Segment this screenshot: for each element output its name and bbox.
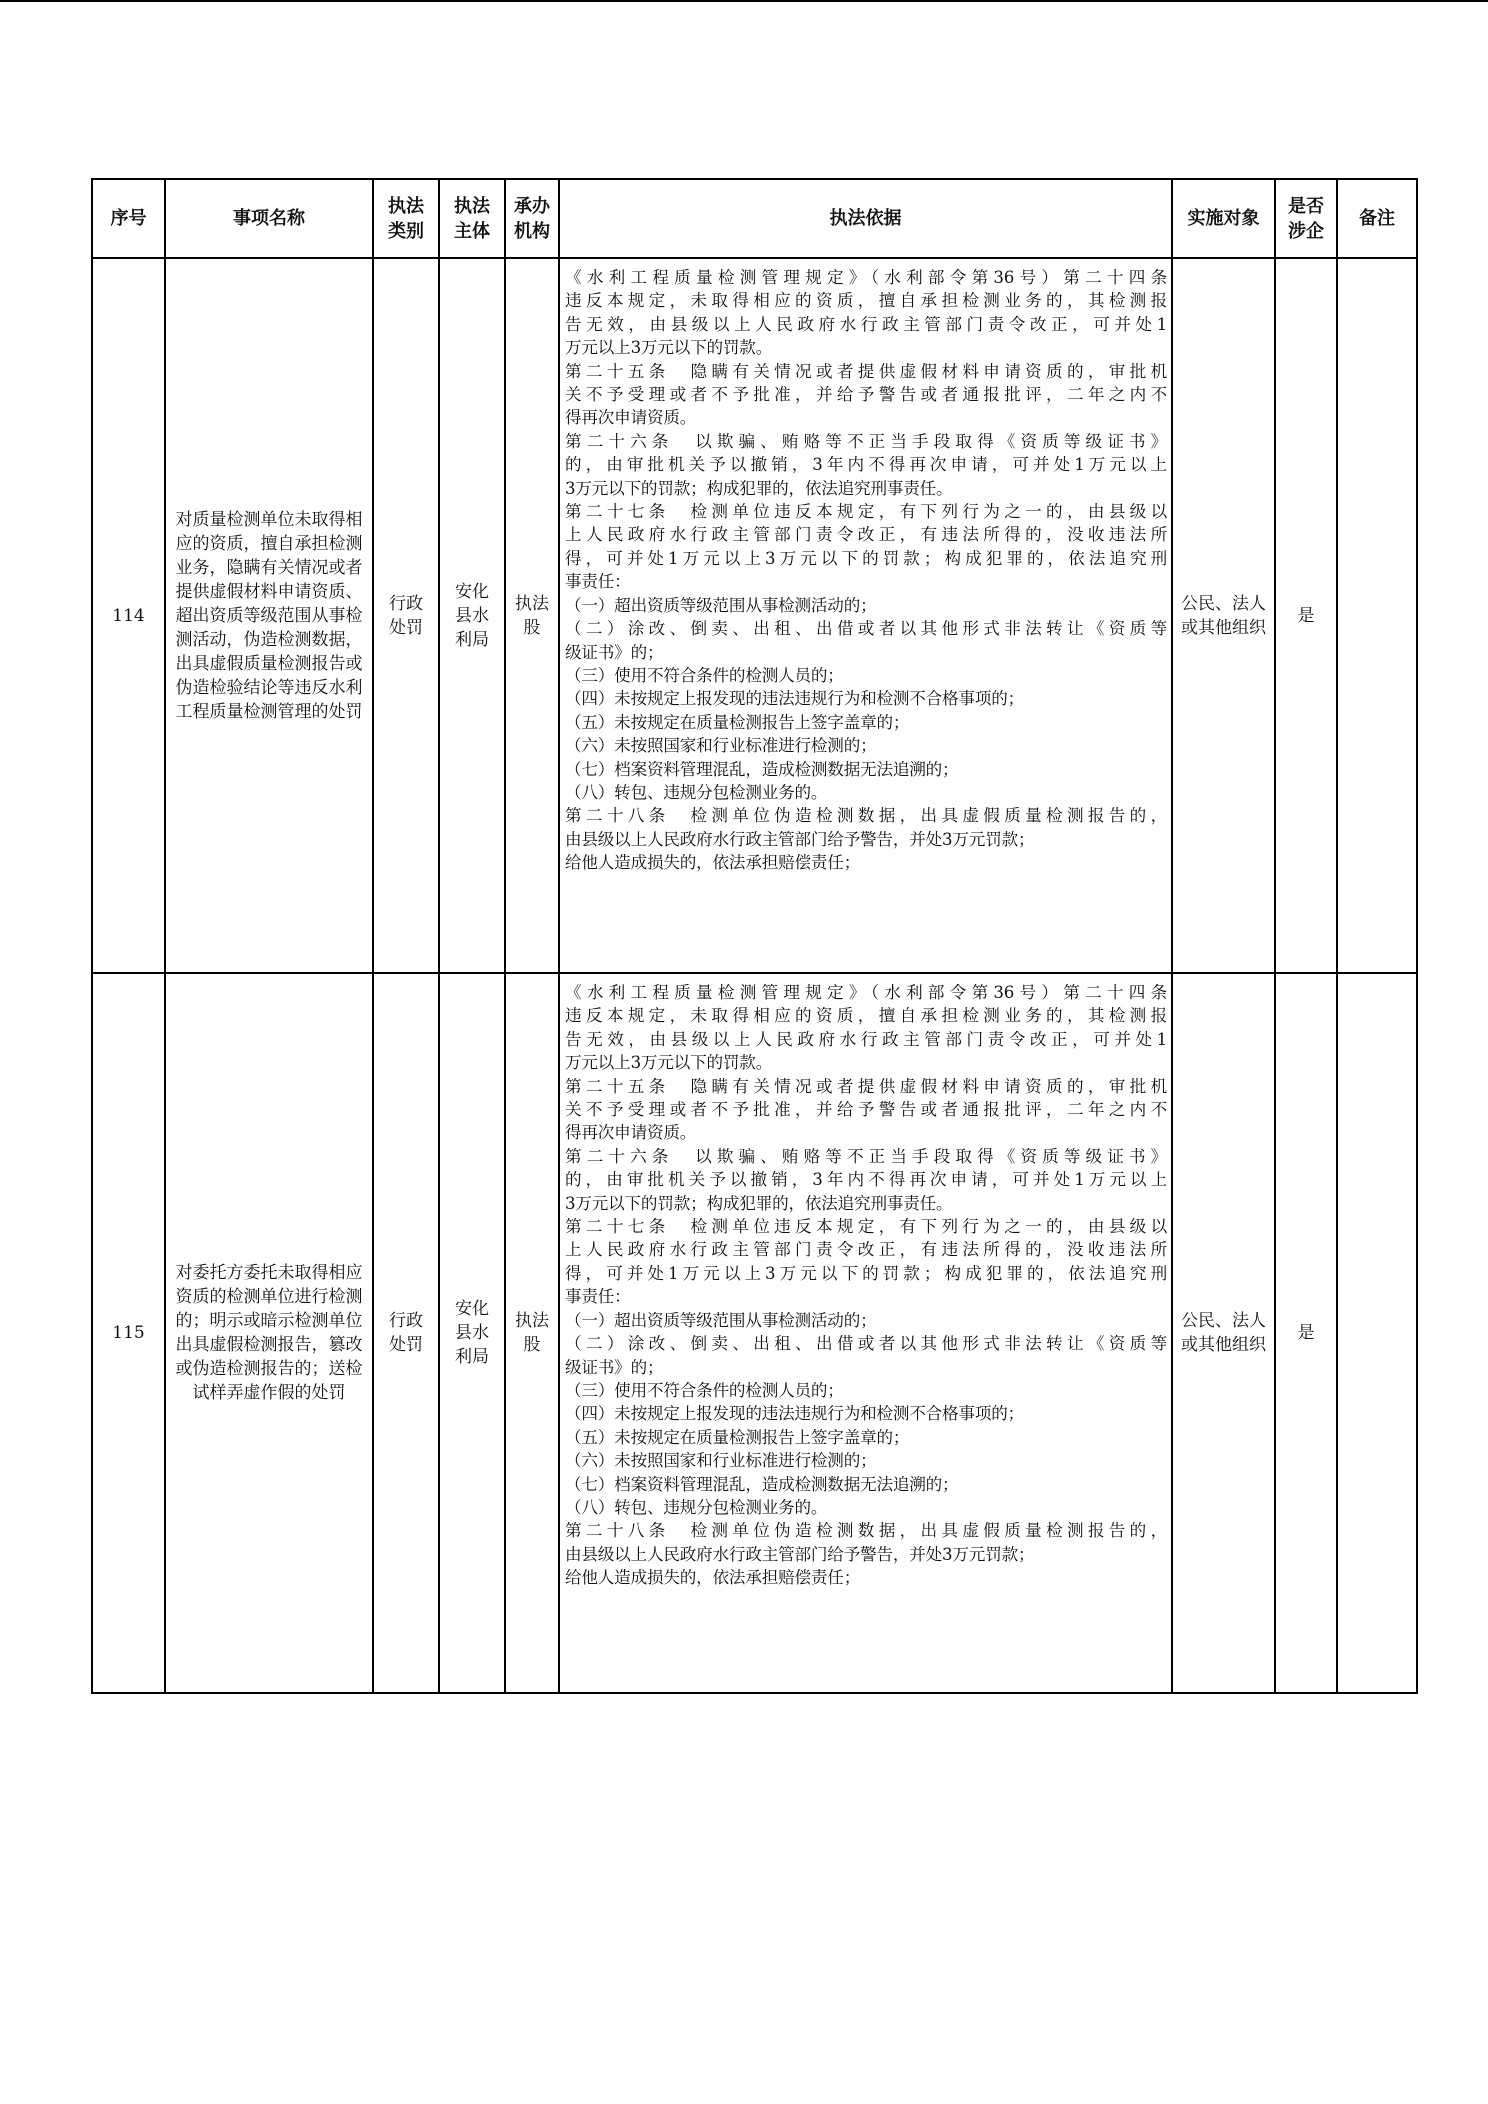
legal-basis-line: 告无效，由县级以上人民政府水行政主管部门责令改正，可并处1 <box>565 314 1167 334</box>
row-enterprise: 是 <box>1275 258 1337 973</box>
legal-basis-line: 得，可并处1万元以上3万元以下的罚款；构成犯罪的，依法追究刑 <box>565 1263 1167 1283</box>
table-header-row <box>92 179 1417 258</box>
legal-basis-line: 事责任： <box>565 572 631 592</box>
row-org: 执法股 <box>505 258 559 973</box>
legal-basis-line: 关不予受理或者不予批准，并给予警告或者通报批评，二年之内不 <box>565 385 1167 405</box>
legal-basis-line: （八）转包、违规分包检测业务的。 <box>565 782 828 802</box>
table-row <box>92 258 1417 973</box>
legal-basis-line: 由县级以上人民政府水行政主管部门给予警告，并处3万元罚款； <box>565 1544 1035 1564</box>
row-enterprise: 是 <box>1275 973 1337 1693</box>
legal-basis-line: （二）涂改、倒卖、出租、出借或者以其他形式非法转让《资质等 <box>565 619 1167 639</box>
legal-basis-line: 《水利工程质量检测管理规定》（水利部令第36号）第二十四条 <box>565 268 1167 287</box>
legal-basis-line: （五）未按规定在质量检测报告上签字盖章的； <box>565 1427 910 1447</box>
legal-basis-line: 3万元以下的罚款；构成犯罪的，依法追究刑事责任。 <box>565 478 953 498</box>
header-remark: 备注 <box>1337 179 1417 258</box>
row-legal-basis <box>559 258 1172 973</box>
legal-basis-line: 级证书》的； <box>565 1357 664 1377</box>
legal-basis-line: （一）超出资质等级范围从事检测活动的； <box>565 595 877 615</box>
legal-basis-line: 第二十六条 以欺骗、贿赂等不正当手段取得《资质等级证书》 <box>565 431 1167 451</box>
legal-basis-line: 第二十五条 隐瞒有关情况或者提供虚假材料申请资质的，审批机 <box>565 361 1167 381</box>
legal-basis-line: 事责任： <box>565 1287 631 1307</box>
header-basis: 执法依据 <box>559 179 1172 258</box>
legal-basis-line: 给他人造成损失的，依法承担赔偿责任； <box>565 853 861 873</box>
legal-basis-line: 给他人造成损失的，依法承担赔偿责任； <box>565 1568 861 1588</box>
row-legal-basis <box>559 973 1172 1693</box>
row-item-name: 对质量检测单位未取得相应的资质，擅自承担检测业务，隐瞒有关情况或者提供虚假材料申请资质、超出资质等级范围从事检测活动，伪造检测数据，出具虚假质量检测报告或伪造检验结论等违反水利工程质量检测管理的处罚 <box>165 258 373 973</box>
legal-basis-line: 第二十七条 检测单位违反本规定，有下列行为之一的，由县级以 <box>565 502 1167 522</box>
row-category: 行政处罚 <box>373 973 439 1693</box>
header-subject: 执法主体 <box>439 179 505 258</box>
enforcement-table <box>91 178 1418 1694</box>
legal-basis-line: （三）使用不符合条件的检测人员的； <box>565 1380 844 1400</box>
legal-basis-line: 由县级以上人民政府水行政主管部门给予警告，并处3万元罚款； <box>565 829 1035 849</box>
legal-basis-line: （七）档案资料管理混乱，造成检测数据无法追溯的； <box>565 759 959 779</box>
legal-basis-line: 第二十五条 隐瞒有关情况或者提供虚假材料申请资质的，审批机 <box>565 1076 1167 1096</box>
legal-basis-line: 告无效，由县级以上人民政府水行政主管部门责令改正，可并处1 <box>565 1029 1167 1049</box>
row-org: 执法股 <box>505 973 559 1693</box>
legal-basis-line: （六）未按照国家和行业标准进行检测的； <box>565 1451 877 1471</box>
legal-basis-line: 的，由审批机关予以撤销，3年内不得再次申请，可并处1万元以上 <box>565 455 1167 475</box>
legal-basis-line: （七）档案资料管理混乱，造成检测数据无法追溯的； <box>565 1474 959 1494</box>
header-seq: 序号 <box>92 179 165 258</box>
legal-basis-line: （五）未按规定在质量检测报告上签字盖章的； <box>565 712 910 732</box>
legal-basis-line: （八）转包、违规分包检测业务的。 <box>565 1497 828 1517</box>
row-seq: 114 <box>92 258 165 973</box>
row-seq: 115 <box>92 973 165 1693</box>
legal-basis-line: 违反本规定，未取得相应的资质，擅自承担检测业务的，其检测报 <box>565 1006 1167 1026</box>
row-category: 行政处罚 <box>373 258 439 973</box>
legal-basis-line: （三）使用不符合条件的检测人员的； <box>565 665 844 685</box>
legal-basis-line: 上人民政府水行政主管部门责令改正，有违法所得的，没收违法所 <box>565 525 1167 545</box>
legal-basis-line: 万元以上3万元以下的罚款。 <box>565 1053 773 1073</box>
legal-basis-line: 3万元以下的罚款；构成犯罪的，依法追究刑事责任。 <box>565 1193 953 1213</box>
legal-basis-line: 《水利工程质量检测管理规定》（水利部令第36号）第二十四条 <box>565 983 1167 1002</box>
row-subject: 安化县水利局 <box>439 258 505 973</box>
table-row <box>92 973 1417 1693</box>
legal-basis-line: （四）未按规定上报发现的违法违规行为和检测不合格事项的； <box>565 1404 1025 1424</box>
header-enterprise: 是否涉企 <box>1275 179 1337 258</box>
row-target: 公民、法人或其他组织 <box>1172 973 1275 1693</box>
legal-basis-line: （四）未按规定上报发现的违法违规行为和检测不合格事项的； <box>565 689 1025 709</box>
header-name: 事项名称 <box>165 179 373 258</box>
header-category: 执法类别 <box>373 179 439 258</box>
row-subject: 安化县水利局 <box>439 973 505 1693</box>
legal-basis-line: 违反本规定，未取得相应的资质，擅自承担检测业务的，其检测报 <box>565 291 1167 311</box>
header-target: 实施对象 <box>1172 179 1275 258</box>
legal-basis-line: （一）超出资质等级范围从事检测活动的； <box>565 1310 877 1330</box>
legal-basis-line: 上人民政府水行政主管部门责令改正，有违法所得的，没收违法所 <box>565 1240 1167 1260</box>
legal-basis-line: 级证书》的； <box>565 642 664 662</box>
legal-basis-line: 第二十八条 检测单位伪造检测数据，出具虚假质量检测报告的， <box>565 1521 1167 1541</box>
row-item-name: 对委托方委托未取得相应资质的检测单位进行检测的；明示或暗示检测单位出具虚假检测报告，篡改或伪造检测报告的；送检试样弄虚作假的处罚 <box>165 973 373 1693</box>
header-org: 承办机构 <box>505 179 559 258</box>
legal-basis-line: （六）未按照国家和行业标准进行检测的； <box>565 736 877 756</box>
row-target: 公民、法人或其他组织 <box>1172 258 1275 973</box>
legal-basis-line: 第二十六条 以欺骗、贿赂等不正当手段取得《资质等级证书》 <box>565 1146 1167 1166</box>
legal-basis-line: 第二十七条 检测单位违反本规定，有下列行为之一的，由县级以 <box>565 1217 1167 1237</box>
legal-basis-line: （二）涂改、倒卖、出租、出借或者以其他形式非法转让《资质等 <box>565 1334 1167 1354</box>
legal-basis-line: 的，由审批机关予以撤销，3年内不得再次申请，可并处1万元以上 <box>565 1170 1167 1190</box>
legal-basis-line: 得再次申请资质。 <box>565 1123 697 1143</box>
row-remark <box>1337 973 1417 1693</box>
legal-basis-line: 第二十八条 检测单位伪造检测数据，出具虚假质量检测报告的， <box>565 806 1167 826</box>
legal-basis-line: 万元以上3万元以下的罚款。 <box>565 338 773 358</box>
row-remark <box>1337 258 1417 973</box>
legal-basis-line: 得，可并处1万元以上3万元以下的罚款；构成犯罪的，依法追究刑 <box>565 548 1167 568</box>
page-top-rule <box>0 0 1488 2</box>
legal-basis-line: 关不予受理或者不予批准，并给予警告或者通报批评，二年之内不 <box>565 1100 1167 1120</box>
legal-basis-line: 得再次申请资质。 <box>565 408 697 428</box>
